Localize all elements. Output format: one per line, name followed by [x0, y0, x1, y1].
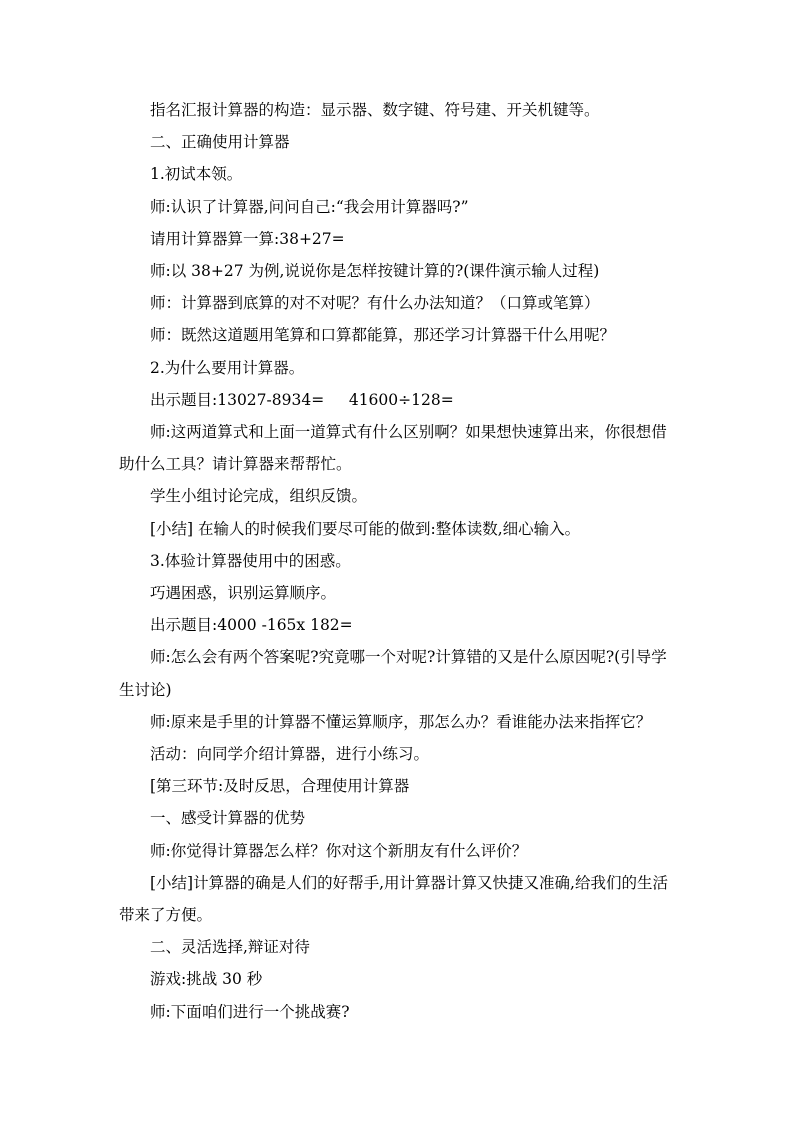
- subheading-why-use: 2.为什么要用计算器。: [150, 358, 305, 377]
- paragraph-exercise-3: 出示题目:4000 -165x 182=: [150, 616, 353, 635]
- document-body: [119, 94, 675, 1028]
- paragraph-evaluation: 师:你觉得计算器怎么样？你对这个新朋友有什么评价？: [150, 841, 528, 860]
- paragraph-challenge: 师:下面咱们进行一个挑战赛?: [150, 1002, 350, 1021]
- subheading-first-try: 1.初试本领。: [150, 165, 243, 184]
- paragraph-teacher-question: 师:认识了计算器,问问自己:“我会用计算器吗?”: [150, 197, 469, 216]
- section-heading-flexible-choice: 二、灵活选择,辩证对待: [150, 938, 310, 957]
- paragraph-group-discussion: 学生小组讨论完成，组织反馈。: [150, 487, 368, 506]
- paragraph-activity: 活动：向同学介绍计算器，进行小练习。: [150, 745, 430, 764]
- section-heading-use-calculator: 二、正确使用计算器: [150, 133, 290, 152]
- paragraph-exercise-2: 出示题目:13027-8934= 41600÷128=: [150, 390, 454, 409]
- subheading-confusion: 3.体验计算器使用中的困惑。: [150, 551, 351, 570]
- paragraph-summary-helper: [小结]计算器的确是人们的好帮手,用计算器计算又快捷又准确,给我们的生活带来了方便。: [119, 873, 668, 925]
- paragraph-order-of-operations: 巧遇困惑，识别运算顺序。: [150, 584, 337, 603]
- paragraph-two-answers: 师:怎么会有两个答案呢?究竟哪一个对呢?计算错的又是什么原因呢?(引导学生讨论): [119, 648, 667, 699]
- paragraph-how-to-command: 师:原来是手里的计算器不懂运算顺序，那怎么办？看谁能办法来指挥它？: [150, 712, 652, 731]
- paragraph-exercise-1: 请用计算器算一算:38+27=: [150, 229, 345, 248]
- paragraph-summary-input: [小结] 在输人的时候我们要尽可能的做到:整体读数,细心输入。: [150, 519, 581, 538]
- paragraph-game: 游戏:挑战 30 秒: [150, 970, 263, 989]
- paragraph-why-learn: 师：既然这道题用笔算和口算都能算，那还学习计算器干什么用呢？: [150, 326, 616, 345]
- paragraph-difference: 师:这两道算式和上面一道算式有什么区别啊？如果想快速算出来，你很想借助什么工具？请计算器来帮帮忙。: [119, 423, 667, 474]
- section-heading-third-stage: [第三环节:及时反思，合理使用计算器: [150, 777, 410, 796]
- section-heading-advantages: 一、感受计算器的优势: [150, 809, 306, 828]
- paragraph-key-process: 师:以 38+27 为例,说说你是怎样按键计算的?(课件演示输人过程): [150, 262, 600, 281]
- paragraph-structure-report: 指名汇报计算器的构造：显示器、数字键、符号建、开关机键等。: [150, 101, 600, 119]
- paragraph-verify: 师：计算器到底算的对不对呢？有什么办法知道？（口算或笔算）: [150, 294, 600, 313]
